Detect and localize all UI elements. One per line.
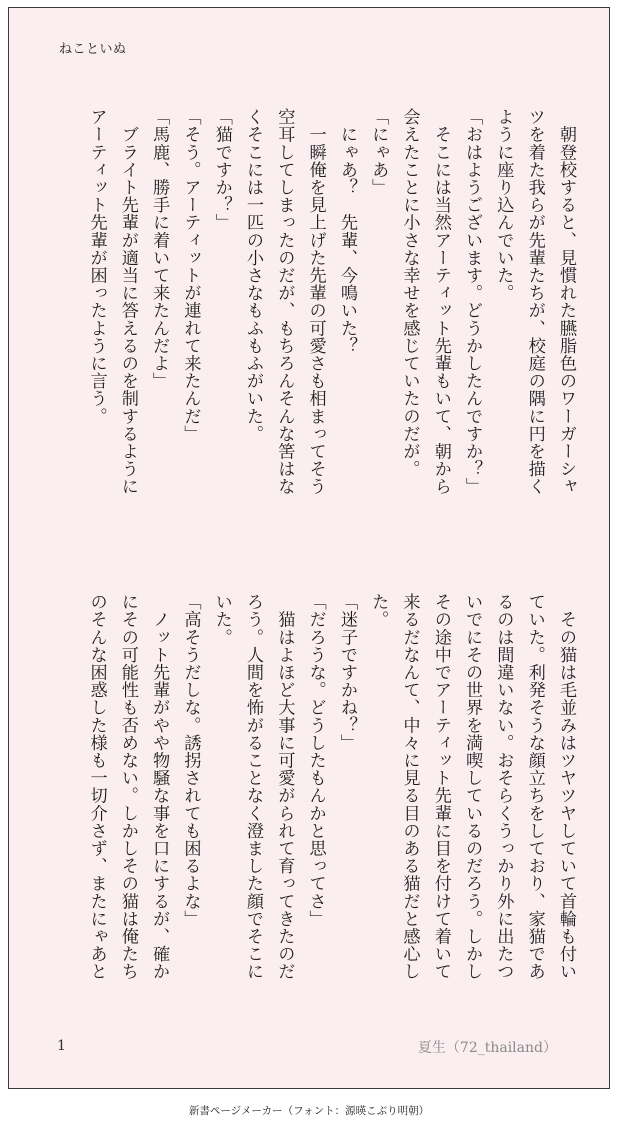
generator-credit: 新書ページメーカー（フォント：源暎こぶり明朝） <box>188 1105 430 1117</box>
paragraph: 「馬鹿、勝手に着いて来たんだよ」 <box>149 108 170 390</box>
author-credit: 夏生（72_thailand） <box>417 1040 557 1056</box>
page-number: 1 <box>57 1038 66 1054</box>
paragraph: 「そう。アーティットが連れて来たんだ」 <box>180 108 201 443</box>
paragraph: 猫はよほど大事に可愛がられて育ってきたのだろう。人間を怖がることなく澄ました顔でそこにいた。 <box>211 593 295 981</box>
paragraph: 「にゃあ」 <box>368 108 389 196</box>
paragraph: その猫は毛並みはツヤツヤしていて首輪も付いていた。利発そうな顔立ちをしており、家猫であるのは間違いない。おそらくうっかり外に出たついでにその世界を満喫しているのだろう。しかしその途中でアーティット先輩に目を付けて着いて来るだなんて、中々に見る目のある猫だと感心した。 <box>368 593 576 981</box>
book-page <box>8 7 610 1089</box>
paragraph: そこには当然アーティット先輩もいて、朝から会えたことに小さな幸せを感じていたのだが。 <box>399 108 451 496</box>
paragraph: 「だろうな。どうしたもんかと思ってさ」 <box>305 593 326 928</box>
paragraph: 「猫ですか？」 <box>211 108 232 232</box>
paragraph: 朝登校すると、見慣れた臙脂色のワーガーシャツを着た我らが先輩たちが、校庭の隅に円を描くように座り込んでいた。 <box>493 108 576 496</box>
page-title: ねこといぬ <box>59 42 127 57</box>
paragraph: にゃあ？ 先輩、今鳴いた？ <box>336 108 357 355</box>
paragraph: 一瞬俺を見上げた先輩の可愛さも相まってそう空耳してしまったのだが、もちろんそんな筈はなくそこには一匹の小さなもふもふがいた。 <box>243 108 326 496</box>
paragraph: ブライト先輩が適当に答えるのを制するようにアーティット先輩が困ったように言う。 <box>86 108 138 496</box>
text-column-block-bottom <box>41 593 581 993</box>
paragraph: ノット先輩がやや物騒な事を口にするが、確かにその可能性も否めない。しかしその猫は俺たちのそんな困惑した様も一切介さず、またにゃあと <box>86 593 170 981</box>
paragraph: 「おはようございます。どうかしたんですか？」 <box>462 108 483 496</box>
text-column-block-top <box>41 108 581 508</box>
paragraph: 「迷子ですかね？」 <box>336 593 357 752</box>
paragraph: 「高そうだしな。誘拐されても困るよな」 <box>180 593 201 928</box>
